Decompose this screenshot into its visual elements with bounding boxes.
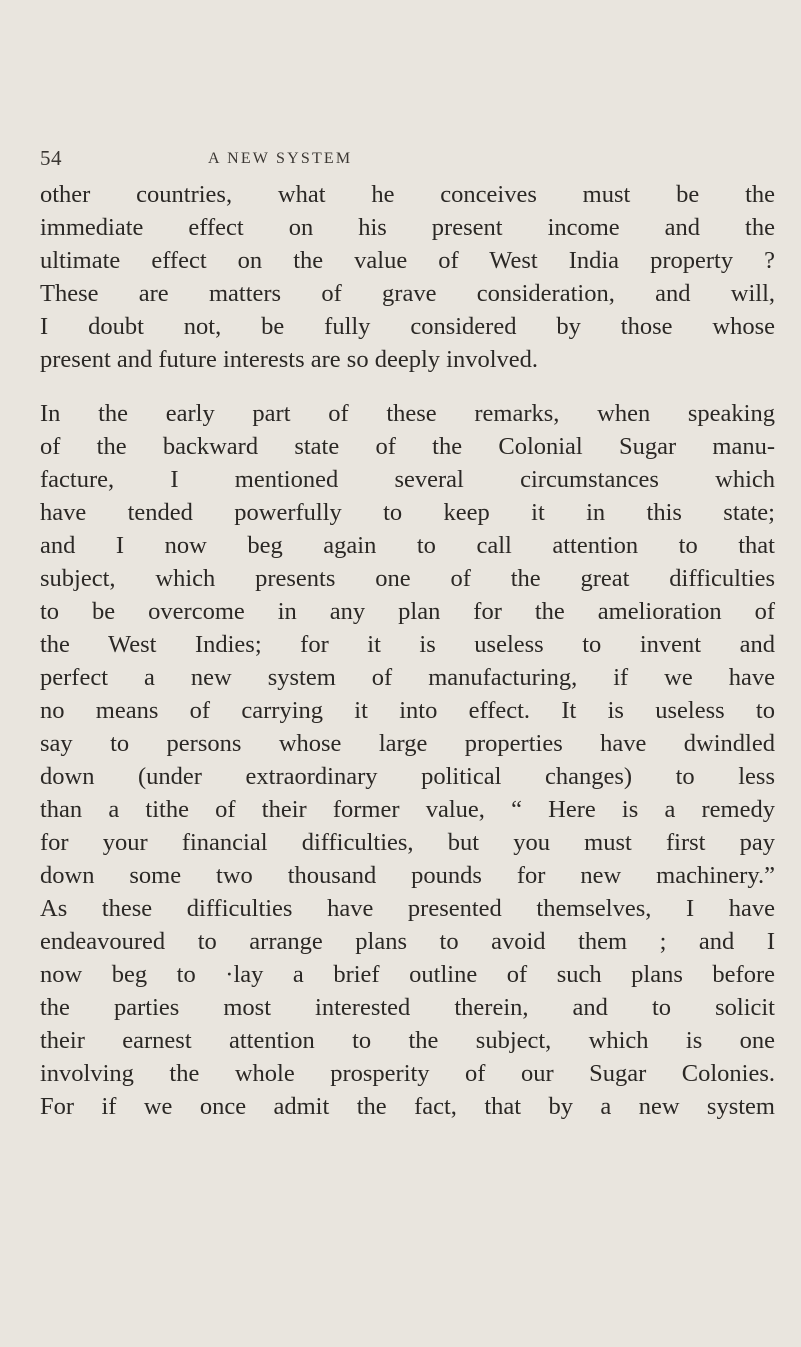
paragraph-1 — [40, 178, 775, 376]
text-line: of the backward state of the Colonial Sugar manu- — [40, 433, 775, 460]
text-line: In the early part of these remarks, when speaking — [40, 400, 775, 427]
text-line: For if we once admit the fact, that by a new system — [40, 1093, 775, 1120]
text-line: say to persons whose large properties have dwindled — [40, 730, 775, 757]
text-line: their earnest attention to the subject, which is one — [40, 1027, 775, 1054]
text-line: the West Indies; for it is useless to invent and — [40, 631, 775, 658]
text-line: down (under extraordinary political changes) to less — [40, 763, 775, 790]
text-line: have tended powerfully to keep it in this state; — [40, 499, 775, 526]
text-line: and I now beg again to call attention to that — [40, 532, 775, 559]
text-line: than a tithe of their former value, “ Here is a remedy — [40, 796, 775, 823]
text-line: subject, which presents one of the great difficulties — [40, 565, 775, 592]
running-head: A NEW SYSTEM — [208, 150, 353, 167]
text-line: no means of carrying it into effect. It is useless to — [40, 697, 775, 724]
paragraph-2 — [40, 397, 775, 1123]
text-line: immediate effect on his present income and the — [40, 214, 775, 241]
text-line: ultimate effect on the value of West India property ? — [40, 247, 775, 274]
text-line: now beg to ·lay a brief outline of such plans before — [40, 961, 775, 988]
text-line: present and future interests are so deeply involved. — [40, 346, 539, 373]
text-line: As these difficulties have presented themselves, I have — [40, 895, 775, 922]
text-line: other countries, what he conceives must be the — [40, 181, 775, 208]
text-line: perfect a new system of manufacturing, if we have — [40, 664, 775, 691]
page-header — [40, 146, 780, 176]
page-number: 54 — [40, 146, 62, 170]
text-line: for your financial difficulties, but you must first pay — [40, 829, 775, 856]
text-line: I doubt not, be fully considered by those whose — [40, 313, 775, 340]
text-line: These are matters of grave consideration, and will, — [40, 280, 775, 307]
text-line: endeavoured to arrange plans to avoid them ; and I — [40, 928, 775, 955]
text-line: down some two thousand pounds for new machinery.” — [40, 862, 775, 889]
text-line: to be overcome in any plan for the amelioration of — [40, 598, 775, 625]
paragraph-gap — [40, 376, 775, 397]
body-text — [40, 178, 775, 1123]
text-line: the parties most interested therein, and to solicit — [40, 994, 775, 1021]
text-line: facture, I mentioned several circumstances which — [40, 466, 775, 493]
text-line: involving the whole prosperity of our Sugar Colonies. — [40, 1060, 775, 1087]
